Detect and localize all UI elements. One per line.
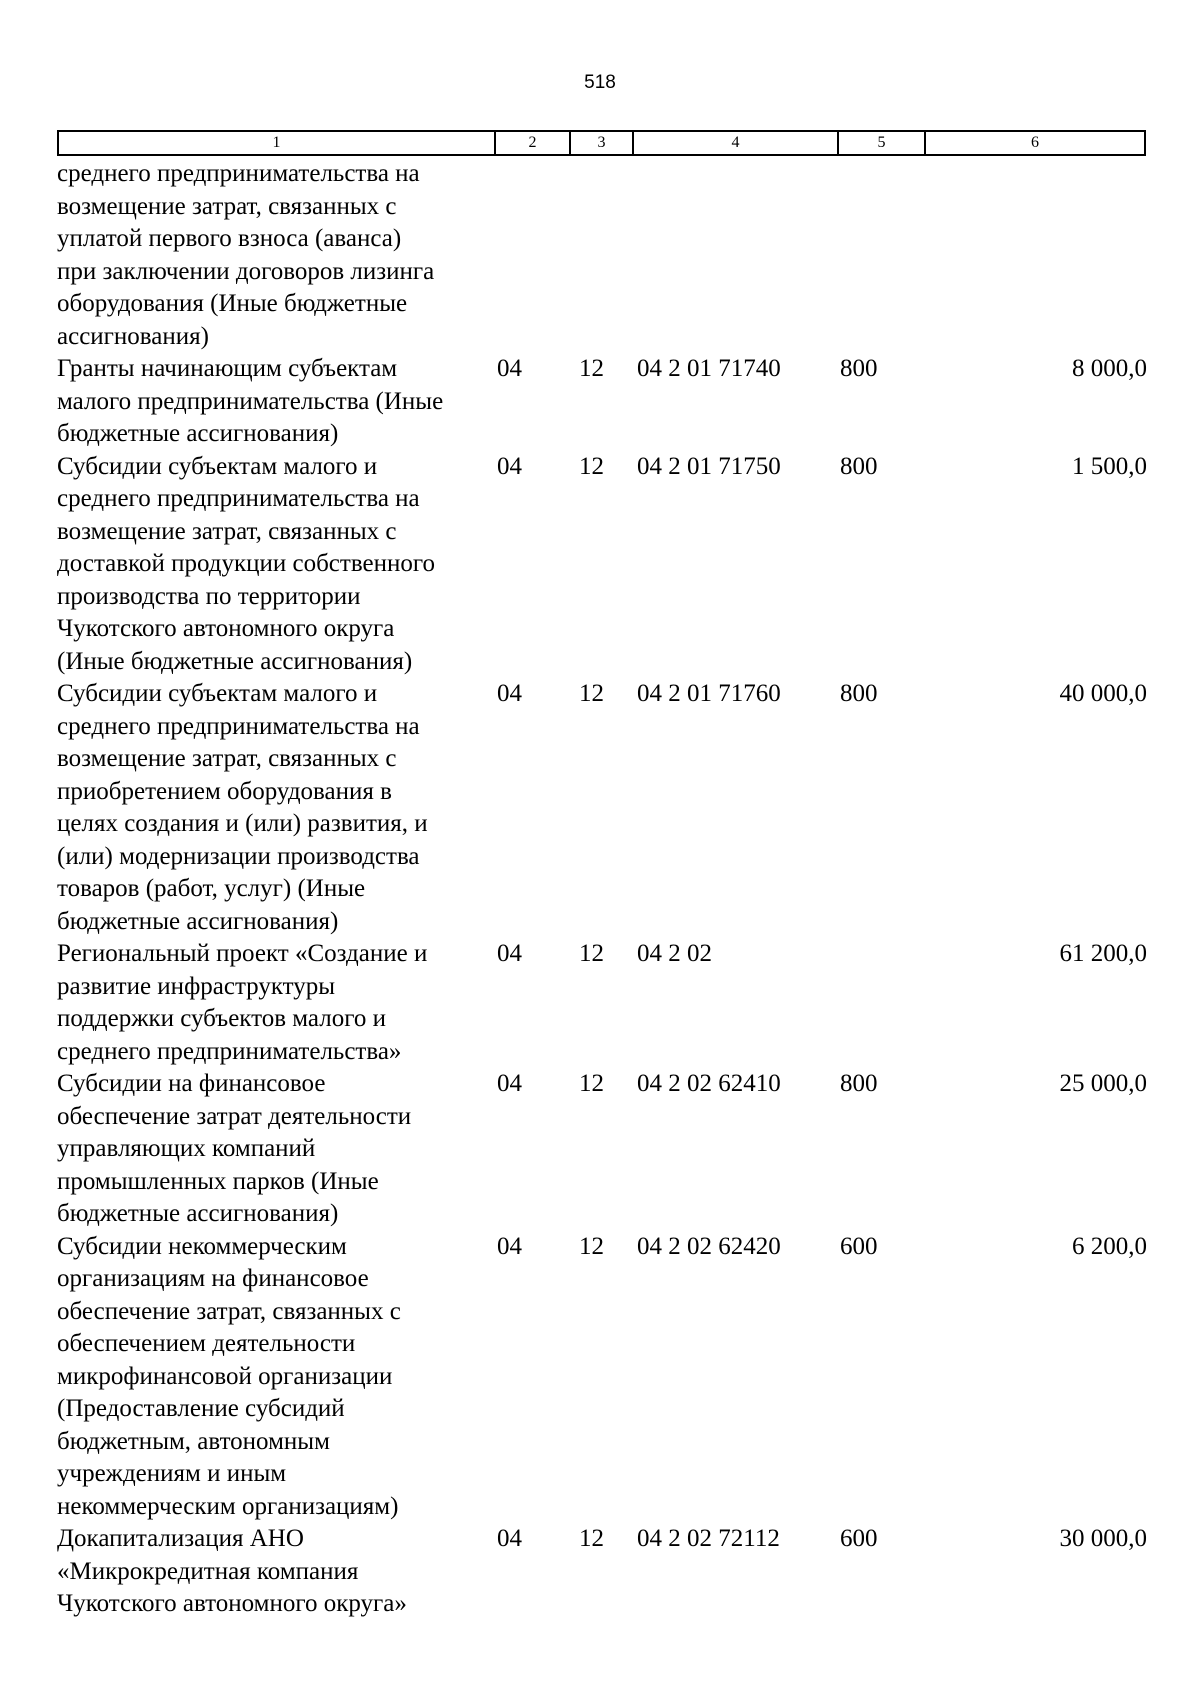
header-col-4: 4 xyxy=(634,132,839,154)
table-row xyxy=(57,1231,1147,1524)
row-section: 04 xyxy=(497,1232,522,1260)
header-col-2: 2 xyxy=(496,132,571,154)
row-name: Субсидии некоммерческим организациям на финансовое обеспечение затрат, связанных с обеспечением деятельности микрофинансовой организации (Предоставление субсидий бюджетным, автономным учреждениям и иным некоммерческим организациям) xyxy=(57,1232,401,1520)
row-subsection: 12 xyxy=(579,680,604,707)
row-name: Региональный проект «Создание и развитие инфраструктуры поддержки субъектов малого и среднего предпринимательства» xyxy=(57,940,428,1065)
row-expense-type: 600 xyxy=(840,1525,878,1552)
table-row xyxy=(57,678,1147,938)
row-section: 04 xyxy=(497,1070,522,1097)
row-name: Докапитализация АНО «Микрокредитная компания Чукотского автономного округа» xyxy=(57,1525,407,1617)
header-col-6: 6 xyxy=(1031,134,1039,151)
row-sum: 6 200,0 xyxy=(1072,1232,1147,1260)
row-name: среднего предпринимательства на возмещение затрат, связанных с уплатой первого взноса (аванса) при заключении договоров лизинга оборудования (Иные бюджетные ассигнования) xyxy=(57,160,435,350)
row-target-code: 04 2 01 71760 xyxy=(637,680,781,707)
table-row xyxy=(57,353,1147,451)
row-sum: 61 200,0 xyxy=(1059,940,1147,967)
row-section: 04 xyxy=(497,680,522,707)
row-subsection: 12 xyxy=(579,355,604,382)
row-target-code: 04 2 02 xyxy=(637,940,712,967)
row-name: Субсидии на финансовое обеспечение затрат деятельности управляющих компаний промышленных парков (Иные бюджетные ассигнования) xyxy=(57,1070,412,1227)
row-target-code: 04 2 01 71750 xyxy=(637,452,781,480)
row-expense-type: 800 xyxy=(840,1070,878,1097)
row-expense-type xyxy=(837,158,924,353)
row-name: Гранты начинающим субъектам малого предпринимательства (Иные бюджетные ассигнования) xyxy=(57,355,444,447)
row-target-code: 04 2 01 71740 xyxy=(637,355,781,382)
row-target-code: 04 2 02 62420 xyxy=(637,1232,781,1260)
row-subsection: 12 xyxy=(579,1070,604,1097)
page-number: 518 xyxy=(584,72,616,93)
row-section: 04 xyxy=(497,1525,522,1552)
row-subsection: 12 xyxy=(579,1525,604,1552)
header-col-5: 5 xyxy=(839,132,926,154)
row-section: 04 xyxy=(497,355,522,382)
row-section xyxy=(494,158,569,353)
row-expense-type xyxy=(837,938,924,1068)
table-header xyxy=(57,130,1146,156)
row-sum: 30 000,0 xyxy=(1059,1525,1147,1552)
row-subsection: 12 xyxy=(579,1232,604,1260)
row-expense-type: 600 xyxy=(840,1232,878,1260)
table-row xyxy=(57,158,1147,353)
row-expense-type: 800 xyxy=(840,452,878,480)
table-row xyxy=(57,938,1147,1068)
row-sum: 8 000,0 xyxy=(1072,355,1147,382)
row-target-code xyxy=(632,158,837,353)
row-name: Субсидии субъектам малого и среднего предпринимательства на возмещение затрат, связанных с приобретением оборудования в целях создания и (или) развития, и (или) модернизации производства товаров (работ, услуг) (Иные бюджетные ассигнования) xyxy=(57,680,428,935)
row-sum: 25 000,0 xyxy=(1059,1070,1147,1097)
row-section: 04 xyxy=(497,940,522,967)
row-subsection: 12 xyxy=(579,452,604,480)
row-sum: 40 000,0 xyxy=(1059,680,1147,707)
row-expense-type: 800 xyxy=(840,680,878,707)
table-row xyxy=(57,1523,1147,1621)
table-row xyxy=(57,451,1147,679)
row-target-code: 04 2 02 62410 xyxy=(637,1070,781,1097)
row-target-code: 04 2 02 72112 xyxy=(637,1525,780,1552)
row-sum xyxy=(924,158,1147,353)
header-col-3: 3 xyxy=(571,132,634,154)
table-body xyxy=(57,158,1147,1621)
row-expense-type: 800 xyxy=(840,355,878,382)
row-section: 04 xyxy=(497,452,522,480)
row-sum: 1 500,0 xyxy=(1072,452,1147,480)
row-subsection: 12 xyxy=(579,940,604,967)
table-row xyxy=(57,1068,1147,1231)
row-name: Субсидии субъектам малого и среднего предпринимательства на возмещение затрат, связанных с доставкой продукции собственного производства по территории Чукотского автономного округа (Иные бюджетные ассигнования) xyxy=(57,452,435,675)
row-subsection xyxy=(569,158,632,353)
header-col-1: 1 xyxy=(59,132,496,154)
